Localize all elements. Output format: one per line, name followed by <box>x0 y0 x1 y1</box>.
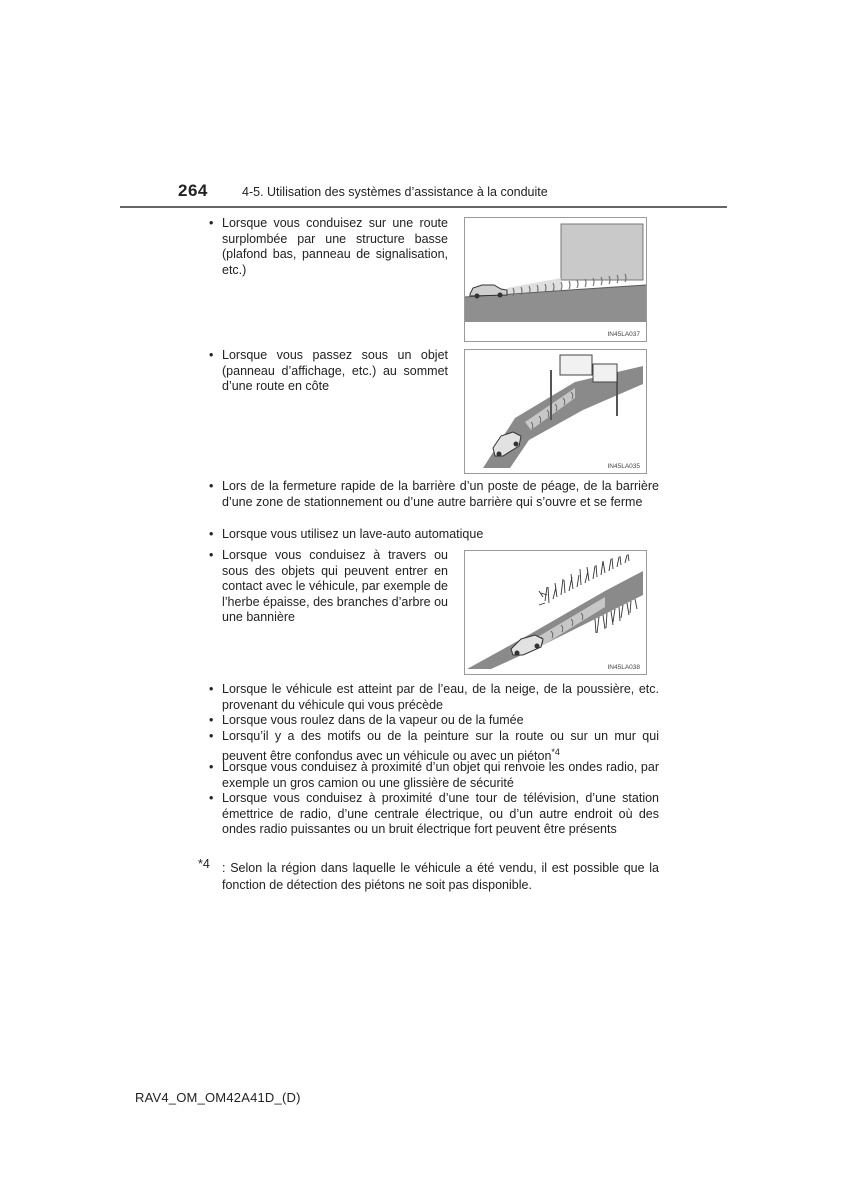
illustration-overhead-sign-uphill <box>464 349 647 474</box>
list-item-text: Lorsque vous utilisez un lave-auto automatique <box>222 527 484 541</box>
bullet-marker: • <box>209 548 214 562</box>
list-item-text: Lorsque vous conduisez sur une route surplombée par une structure basse (plafond bas, panneau de signalisation, etc.) <box>222 216 448 277</box>
bullet-marker: • <box>209 729 214 743</box>
bullet-marker: • <box>209 791 214 805</box>
list-item <box>209 527 659 543</box>
header-divider <box>120 206 727 208</box>
list-item-text: Lorsque vous passez sous un objet (panneau d’affichage, etc.) au sommet d’une route en côte <box>222 348 448 394</box>
figure-code: IN45LA035 <box>607 463 640 470</box>
bullet-marker: • <box>209 682 214 696</box>
list-item-text: Lors de la fermeture rapide de la barrière d’un poste de péage, de la barrière d’une zone de stationnement ou d’une autre barrière qui s’ouvre et se ferme <box>222 479 659 509</box>
list-item <box>209 791 659 838</box>
document-id: RAV4_OM_OM42A41D_(D) <box>135 1090 301 1105</box>
list-item <box>209 713 659 729</box>
list-item-text: Lorsque le véhicule est atteint par de l’eau, de la neige, de la poussière, etc. provenant du véhicule qui vous précède <box>222 682 659 712</box>
footnote-reference: *4 <box>551 746 560 757</box>
list-item-text: Lorsque vous roulez dans de la vapeur ou de la fumée <box>222 713 524 727</box>
footnote-marker: *4 <box>198 857 210 871</box>
list-item <box>209 682 659 713</box>
list-item-text: Lorsque vous conduisez à travers ou sous des objets qui peuvent entrer en contact avec le véhicule, par exemple de l’herbe épaisse, des branches d’arbre ou une bannière <box>222 548 448 625</box>
figure-code: IN45LA037 <box>607 331 640 338</box>
list-item-text: Lorsque vous conduisez à proximité d’un objet qui renvoie les ondes radio, par exemple un gros camion ou une glissière de sécurité <box>222 760 659 790</box>
list-item <box>209 348 448 395</box>
bullet-marker: • <box>209 760 214 774</box>
bullet-marker: • <box>209 527 214 541</box>
bullet-marker: • <box>209 479 214 493</box>
bullet-marker: • <box>209 216 214 230</box>
illustration-thick-grass <box>464 550 647 675</box>
list-item-text: Lorsque vous conduisez à proximité d’une tour de télévision, d’une station émettrice de radio, d’une centrale électrique, ou d’un autre endroit où des ondes radio puissantes ou un bruit électrique fort peuvent être présents <box>222 791 659 837</box>
bullet-marker: • <box>209 713 214 727</box>
illustration-low-overhead-structure <box>464 217 647 342</box>
page-number: 264 <box>178 181 208 200</box>
bullet-marker: • <box>209 348 214 362</box>
list-item <box>209 216 448 278</box>
footnote-text: : Selon la région dans laquelle le véhicule a été vendu, il est possible que la fonction de détection des piétons ne soit pas disponible. <box>222 861 659 892</box>
list-item <box>209 548 448 626</box>
section-title: 4-5. Utilisation des systèmes d’assistance à la conduite <box>242 185 548 199</box>
figure-code: IN45LA038 <box>607 664 640 671</box>
list-item <box>209 479 659 510</box>
list-item-text: Lorsqu’il y a des motifs ou de la peinture sur la route ou sur un mur qui peuvent être confondus avec un véhicule ou avec un piéton <box>222 729 659 763</box>
list-item <box>209 760 659 791</box>
